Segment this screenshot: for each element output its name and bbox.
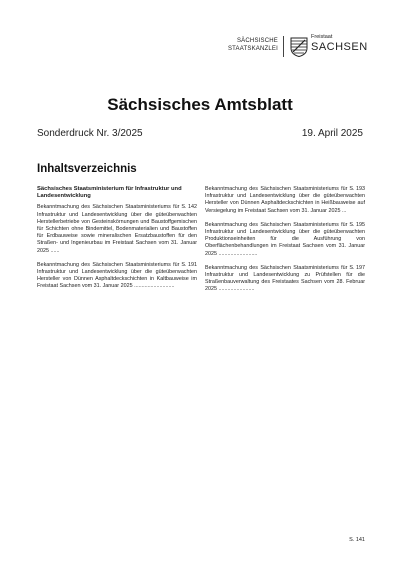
- toc-entry-text: Bekanntmachung des Sächsischen Staatsministeriums für Infrastruktur und Landesentwicklung zu Prüfstellen für die Straßenbauverwaltung des Freistaates Sachsen vom 28. Februar 2025 ........................: [205, 264, 365, 293]
- toc-heading: Inhaltsverzeichnis: [37, 163, 137, 175]
- toc-entry-page: S. 193: [349, 186, 365, 192]
- toc-entry-text: Bekanntmachung des Sächsischen Staatsministeriums für Infrastruktur und Landesentwicklung über die güteüberwachten Hersteller von Dünnen Asphaltdeckschichten in Heißbauweise auf Versiegelung im Freistaat Sachsen vom 31. Januar 2025 ...: [205, 186, 365, 214]
- toc-entry[interactable]: [37, 262, 197, 291]
- footer-page-number: S. 141: [349, 537, 365, 543]
- toc-entry-page: S. 191: [181, 261, 197, 268]
- toc-entry-page: S. 197: [349, 264, 365, 271]
- toc-entry-page: S. 195: [349, 221, 365, 228]
- kanzlei-line1: SÄCHSISCHE: [236, 38, 278, 44]
- toc-right-column: [205, 186, 365, 301]
- toc-entry[interactable]: [205, 186, 365, 215]
- sachsen-wordmark: SACHSEN: [311, 41, 368, 53]
- logo-divider: [283, 36, 284, 57]
- staatskanzlei-label: [200, 37, 278, 53]
- kanzlei-line2: STAATSKANZLEI: [227, 46, 278, 52]
- saxony-crest-icon: [290, 37, 308, 57]
- toc-entry[interactable]: [205, 222, 365, 258]
- toc-entry-text: Bekanntmachung des Sächsischen Staatsministeriums für Infrastruktur und Landesentwicklung über die güteüberwachten Produktionseinheiten für die Ausführung von Oberflächenbehandlungen im Freistaat Sachsen vom 31. Januar 2025 ..........................: [205, 221, 365, 257]
- ministry-section-title: Sächsisches Staatsministerium für Infrastruktur und Landesentwicklung: [37, 186, 182, 200]
- issue-number: Sonderdruck Nr. 3/2025: [37, 128, 143, 139]
- freistaat-label: Freistaat: [311, 34, 333, 40]
- toc-entry-text: Bekanntmachung des Sächsischen Staatsministeriums für Infrastruktur und Landesentwicklung über die güteüberwachten Herstellerbetriebe von Gesteinskörnungen und Baustoffgemischen für Schichten ohne Bindemittel, Bodenmaterialien und Baustoffen für Erdbauweise sowie mineralischen Ersatzbaustoffen für den Straßen- und Ingenieurbau im Freistaat Sachsen vom 31. Januar 2025 ......: [37, 204, 197, 254]
- toc-entry[interactable]: [37, 204, 197, 254]
- toc-entry[interactable]: [205, 265, 365, 294]
- page-title: Sächsisches Amtsblatt: [107, 95, 293, 114]
- toc-left-column: [37, 186, 197, 298]
- issue-date: 19. April 2025: [301, 128, 363, 139]
- toc-entry-page: S. 142: [181, 204, 197, 211]
- toc-entry-text: Bekanntmachung des Sächsischen Staatsministeriums für Infrastruktur und Landesentwicklung über die güteüberwachten Hersteller von Dünnen Asphaltdeckschichten in Kaltbauweise im Freistaat Sachsen vom 31. Januar 2025 ...........................: [37, 261, 197, 290]
